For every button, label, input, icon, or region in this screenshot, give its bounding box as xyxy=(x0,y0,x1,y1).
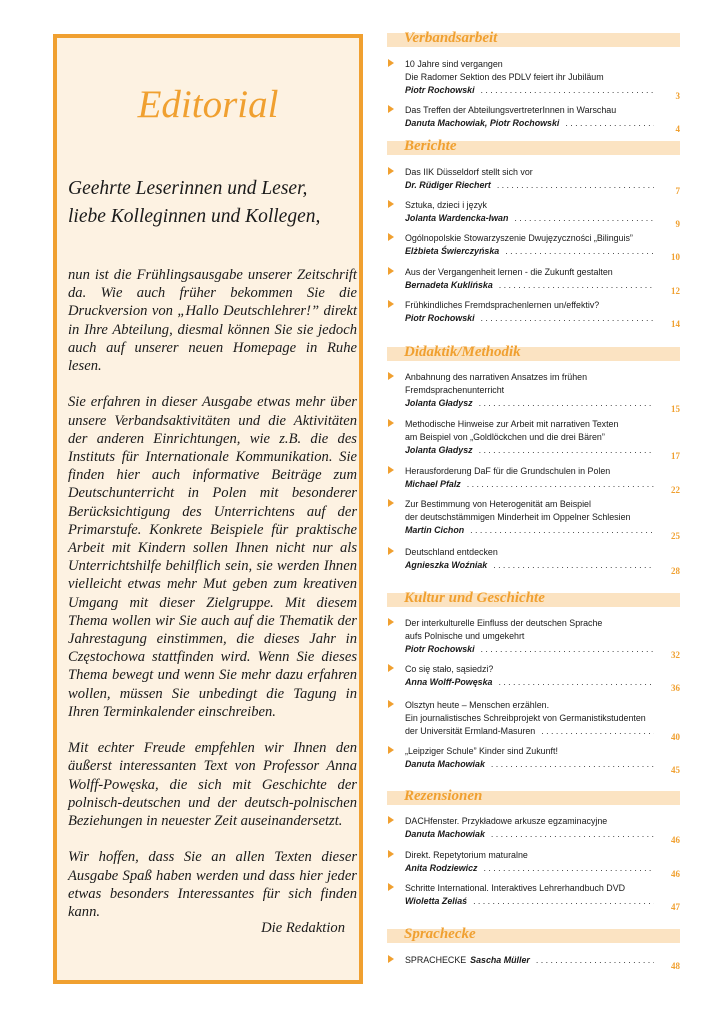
leader-dots xyxy=(481,643,654,656)
leader-dots xyxy=(470,524,654,537)
arrow-icon xyxy=(388,664,394,672)
entry-title-line: Zur Bestimmung von Heterogenität am Beispiel xyxy=(405,499,591,509)
entry-title-line: Sztuka, dzieci i język xyxy=(405,200,487,210)
entry-author: Anna Wolff-Powęska xyxy=(405,677,493,687)
toc-entry[interactable] xyxy=(387,617,680,660)
page-number: 25 xyxy=(671,531,680,541)
leader-dots xyxy=(505,245,654,258)
entry-author: Agnieszka Woźniak xyxy=(405,560,488,570)
arrow-icon xyxy=(388,59,394,67)
entry-author-line xyxy=(405,895,654,908)
entry-author-line xyxy=(405,279,654,292)
toc-entry[interactable] xyxy=(387,954,680,971)
entry-author: Sascha Müller xyxy=(470,955,530,965)
editorial-title: Editorial xyxy=(137,83,279,126)
entry-author-line xyxy=(405,862,654,875)
section-header xyxy=(387,30,680,47)
entry-author: Michael Pfalz xyxy=(405,479,461,489)
entry-author-line xyxy=(405,84,654,97)
editorial-greeting xyxy=(68,175,351,231)
section-header xyxy=(387,788,680,805)
entry-author: Jolanta Gładysz xyxy=(405,445,473,455)
entry-title-line: aufs Polnische und umgekehrt xyxy=(405,631,525,641)
page-number: 12 xyxy=(671,286,680,296)
entry-author: Elżbieta Świerczyńska xyxy=(405,246,500,256)
arrow-icon xyxy=(388,499,394,507)
arrow-icon xyxy=(388,300,394,308)
page-number: 28 xyxy=(671,566,680,576)
leader-dots xyxy=(473,895,654,908)
page-number: 9 xyxy=(675,219,680,229)
leader-dots xyxy=(479,397,654,410)
leader-dots xyxy=(467,478,654,491)
leader-dots xyxy=(541,725,654,738)
entry-author: Wioletta Zeliaś xyxy=(405,896,468,906)
entry-author-line xyxy=(405,312,654,325)
arrow-icon xyxy=(388,700,394,708)
toc-entry[interactable] xyxy=(387,104,680,134)
editorial-paragraph: nun ist die Frühlingsausgabe unserer Zeitschrift da. Wie auch früher bekommen Sie die Druckversion von „Hallo Deutschlehrer!” direkt in Ihre Abteilung, diesmal können Sie sie jedoch auch auf unserer neuen Homepage in Ruhe lesen. xyxy=(68,267,357,375)
section-title: Verbandsarbeit xyxy=(404,30,498,46)
entry-title-line: Fremdsprachenunterricht xyxy=(405,385,505,395)
page-number: 46 xyxy=(671,869,680,879)
page-number: 48 xyxy=(671,961,680,971)
section-header xyxy=(387,138,680,155)
arrow-icon xyxy=(388,419,394,427)
leader-dots xyxy=(497,179,654,192)
toc-entry[interactable] xyxy=(387,199,680,229)
section-title: Kultur und Geschichte xyxy=(404,590,545,606)
section-title: Didaktik/Methodik xyxy=(404,344,521,360)
entry-author-line xyxy=(405,212,654,225)
entry-title-line: Ein journalistisches Schreibprojekt von Germanistikstudenten xyxy=(405,713,646,723)
toc-entry[interactable] xyxy=(387,546,680,576)
entry-author: Dr. Rüdiger Riechert xyxy=(405,180,491,190)
page-number: 3 xyxy=(675,91,680,101)
leader-dots xyxy=(536,954,654,967)
entry-author-line xyxy=(405,643,654,656)
entry-author: Jolanta Wardencka-Iwan xyxy=(405,213,509,223)
editorial-body xyxy=(68,266,357,939)
arrow-icon xyxy=(388,372,394,380)
leader-dots xyxy=(493,559,654,572)
arrow-icon xyxy=(388,466,394,474)
page-number: 32 xyxy=(671,650,680,660)
section-title: Berichte xyxy=(404,138,457,154)
leader-dots xyxy=(481,312,654,325)
page-number: 7 xyxy=(675,186,680,196)
entry-author-line xyxy=(405,725,654,738)
leader-dots xyxy=(491,828,654,841)
toc-entry[interactable] xyxy=(387,266,680,296)
toc-entry[interactable] xyxy=(387,232,680,262)
arrow-icon xyxy=(388,547,394,555)
entry-title-line: am Beispiel von „Goldlöckchen und die drei Bären” xyxy=(405,432,605,442)
page-number: 4 xyxy=(675,124,680,134)
entry-author-line xyxy=(405,397,654,410)
arrow-icon xyxy=(388,955,394,963)
toc-entry[interactable] xyxy=(387,663,680,693)
entry-author: Danuta Machowiak xyxy=(405,829,485,839)
entry-title-line: Schritte International. Interaktives Lehrerhandbuch DVD xyxy=(405,883,626,893)
entry-title-line: Herausforderung DaF für die Grundschulen in Polen xyxy=(405,466,611,476)
page-number: 15 xyxy=(671,404,680,414)
arrow-icon xyxy=(388,105,394,113)
entry-title-line: DACHfenster. Przykładowe arkusze egzaminacyjne xyxy=(405,816,608,826)
editorial-paragraph: Wir hoffen, dass Sie an allen Texten dieser Ausgabe Spaß haben werden und dass hier jeder etwas besonders Interessantes für sich finden kann. xyxy=(68,849,357,921)
entry-author-line xyxy=(405,954,654,967)
entry-author: Bernadeta Kuklińska xyxy=(405,280,493,290)
toc-entry[interactable] xyxy=(387,371,680,414)
page-number: 47 xyxy=(671,902,680,912)
toc-entry[interactable] xyxy=(387,418,680,461)
editorial-paragraph: Sie erfahren in dieser Ausgabe etwas mehr über unsere Verbandsaktivitäten und die Aktivitäten der anderen Einrichtungen, wie z.B. die des Instituts für Internationale Kommunikation. Sie finden hier auch informative Beiträge zum Deutschunterricht in Polen mit besonderer Berücksichtigung des Unterrichtens auf der Primarstufe. Konkrete Beispiele für praktische Arbeit mit Kindern sollen Ihnen nicht nur als Unterrichtshilfe behilflich sein, sie werden Ihnen vielleicht etwas mehr Mut geben zum kreativen Umgang mit dieser Zielgruppe. Mit diesem Thema wollen wir Sie auch auf die Thematik der Jahrestagung einstimmen, die dieses Jahr in Częstochowa stattfinden wird. Wenn Sie dieses Thema bewegt und wenn Sie mehr dazu erfahren wollen, müssen Sie unbedingt die Tagung in Ihren Terminkalender einschreiben. xyxy=(68,394,357,720)
toc-entry[interactable] xyxy=(387,299,680,329)
editorial-box xyxy=(53,34,363,984)
entry-title-line: Deutschland entdecken xyxy=(405,547,498,557)
entry-title-line: Das Treffen der AbteilungsvertreterInnen in Warschau xyxy=(405,105,617,115)
section-header xyxy=(387,926,680,943)
leader-dots xyxy=(484,862,655,875)
leader-dots xyxy=(514,212,654,225)
page-number: 22 xyxy=(671,485,680,495)
entry-title-line: Methodische Hinweise zur Arbeit mit narrativen Texten xyxy=(405,419,619,429)
entry-author: Piotr Rochowski xyxy=(405,85,475,95)
leader-dots xyxy=(498,676,654,689)
arrow-icon xyxy=(388,746,394,754)
entry-author: Piotr Rochowski xyxy=(405,313,475,323)
page-number: 17 xyxy=(671,451,680,461)
entry-author: Martin Cichon xyxy=(405,525,465,535)
page-number: 10 xyxy=(671,252,680,262)
entry-title-line: Der interkulturelle Einfluss der deutschen Sprache xyxy=(405,618,603,628)
entry-author: Piotr Rochowski xyxy=(405,644,475,654)
entry-author-line xyxy=(405,179,654,192)
toc-entry[interactable] xyxy=(387,166,680,196)
page-number: 45 xyxy=(671,765,680,775)
entry-title-inline: SPRACHECKE xyxy=(405,955,467,965)
entry-title-line: Olsztyn heute – Menschen erzählen. xyxy=(405,700,550,710)
entry-author-line xyxy=(405,444,654,457)
leader-dots xyxy=(499,279,654,292)
entry-title-line: Direkt. Repetytorium maturalne xyxy=(405,850,528,860)
entry-title-line: Frühkindliches Fremdsprachenlernen un/effektiv? xyxy=(405,300,600,310)
arrow-icon xyxy=(388,618,394,626)
arrow-icon xyxy=(388,200,394,208)
entry-author-line xyxy=(405,245,654,258)
entry-author-line xyxy=(405,478,654,491)
entry-author-line xyxy=(405,758,654,771)
entry-author-line xyxy=(405,117,654,130)
entry-title-line: Die Radomer Sektion des PDLV feiert ihr Jubiläum xyxy=(405,72,604,82)
entry-title-line: 10 Jahre sind vergangen xyxy=(405,59,503,69)
entry-title-line: der deutschstämmigen Minderheit im Oppelner Schlesien xyxy=(405,512,631,522)
editorial-paragraph: Mit echter Freude empfehlen wir Ihnen den äußerst interessanten Text von Professor Anna Wolff-Powęska, die sich mit Geschichte der polnisch-deutschen und der deutsch-polnischen Beziehungen in neuester Zeit auseinandersetzt. xyxy=(68,740,357,830)
section-title: Rezensionen xyxy=(404,788,483,804)
greeting-line-2: liebe Kolleginnen und Kollegen, xyxy=(68,206,321,227)
entry-author: Jolanta Gładysz xyxy=(405,398,473,408)
entry-author-line xyxy=(405,676,654,689)
page-number: 40 xyxy=(671,732,680,742)
entry-title-line: „Leipziger Schule” Kinder sind Zukunft! xyxy=(405,746,558,756)
entry-title-line: Das IIK Düsseldorf stellt sich vor xyxy=(405,167,533,177)
entry-title-line: der Universität Ermland-Masuren xyxy=(405,726,536,736)
arrow-icon xyxy=(388,267,394,275)
section-title: Sprachecke xyxy=(404,926,476,942)
entry-title-line: Aus der Vergangenheit lernen - die Zukunft gestalten xyxy=(405,267,613,277)
arrow-icon xyxy=(388,816,394,824)
entry-author-line xyxy=(405,828,654,841)
arrow-icon xyxy=(388,850,394,858)
greeting-line-1: Geehrte Leserinnen und Leser, xyxy=(68,178,308,199)
leader-dots xyxy=(479,444,654,457)
arrow-icon xyxy=(388,233,394,241)
toc-entry[interactable] xyxy=(387,815,680,845)
entry-title-line: Ogólnopolskie Stowarzyszenie Dwujęzyczności „Bilinguis” xyxy=(405,233,633,243)
arrow-icon xyxy=(388,883,394,891)
entry-author: Danuta Machowiak xyxy=(405,759,485,769)
leader-dots xyxy=(481,84,654,97)
editorial-signature: Die Redaktion xyxy=(261,920,345,936)
page-number: 36 xyxy=(671,683,680,693)
entry-title-line: Anbahnung des narrativen Ansatzes im frühen xyxy=(405,372,588,382)
entry-author-line xyxy=(405,559,654,572)
toc-entry[interactable] xyxy=(387,58,680,101)
toc-entry[interactable] xyxy=(387,745,680,775)
toc-entry[interactable] xyxy=(387,498,680,541)
arrow-icon xyxy=(388,167,394,175)
leader-dots xyxy=(565,117,654,130)
entry-author: Danuta Machowiak, Piotr Rochowski xyxy=(405,118,560,128)
section-header xyxy=(387,344,680,361)
toc-entry[interactable] xyxy=(387,465,680,495)
entry-title-line: Co się stało, sąsiedzi? xyxy=(405,664,494,674)
entry-author: Anita Rodziewicz xyxy=(405,863,478,873)
page-number: 46 xyxy=(671,835,680,845)
toc-entry[interactable] xyxy=(387,849,680,879)
leader-dots xyxy=(491,758,654,771)
page-number: 14 xyxy=(671,319,680,329)
section-header xyxy=(387,590,680,607)
toc-entry[interactable] xyxy=(387,699,680,742)
toc-entry[interactable] xyxy=(387,882,680,912)
entry-author-line xyxy=(405,524,654,537)
